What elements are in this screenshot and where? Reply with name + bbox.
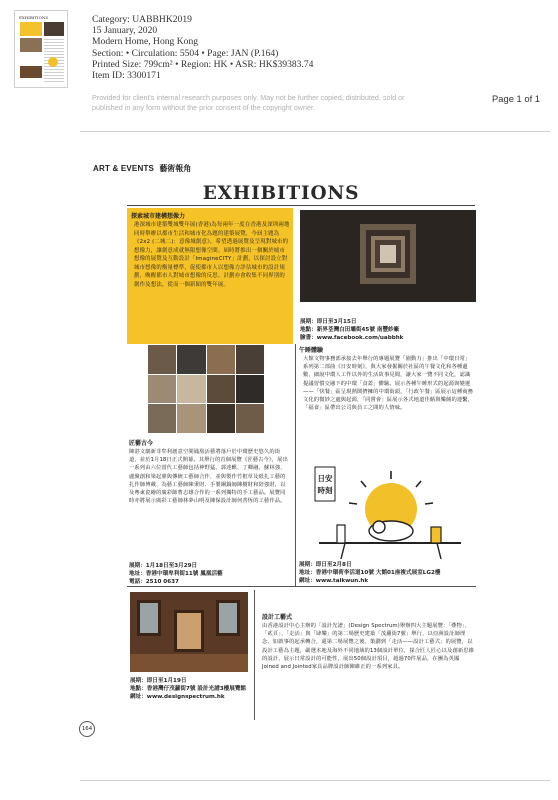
- section-label-en: ART & EVENTS: [93, 164, 155, 173]
- doorway: [174, 610, 204, 652]
- featured-info-facebook: 臉書：www.facebook.com/uabbhk: [300, 335, 404, 341]
- column-divider: [295, 344, 296, 586]
- nap-body: 大館文物事務部承接去年舉行的專題展覽「園動力」推出「中環日常」系列第二部曲《日安時刻》，與大家發掘關於社區的午餐文化和各種邊數，細說中環人工作以外的生活故事見聞，讓大家一覽不同文化，認識提議習慣交融下的中環「食蓋」體驗。展示各種午睡形式的起源與變遷——「快餐」區呈現熱鬧擠擁的中環街頭，「行政午餐」區展示這種商務文化的微妙之處與起源，「同嘗會」區展示各式地道佳餚與樂餚的連繫，「福食」區帶出公司與員工之間的人情味。: [303, 356, 474, 412]
- crafts-info-dates: 展期：1月18日至3月29日: [129, 563, 198, 569]
- meta-date: 15 January, 2020: [92, 25, 158, 37]
- article-title: EXHIBITIONS: [202, 183, 360, 204]
- thumbnail-title: EXHIBITIONS: [19, 15, 49, 20]
- window-left: [137, 600, 161, 636]
- crafts-body: 陳湛文劇新非牟利創意空間鳳凰活藝將落戶於中環歷史悠久的街道，並於1月18日正式開幕。其舉行的首個展覽《匠藝古今》，展出一系列由六位當代工藝師包括神野猛、郭達麒、丁卿融、蘇林強、盧聚創和梁起鼎與傳統工藝師合作，並與製作竹框草及紙扎工藝的扎作師傅戴、為藝工藝師陳秉財、手製鋼鍋師陳樹財和陪強財，以及粵東瓷繪的廣彩師曹志雄合作的一系列獨特的手工藝品。展覽同時亦將展示廣彩工藝師林夢山明及陳保設計師何善恆的工藝作品。: [129, 449, 288, 505]
- design-info-website: 網址：www.designspectrum.hk: [130, 694, 225, 700]
- row-divider: [127, 586, 476, 587]
- illus-title-line-2: 時刻: [317, 486, 333, 495]
- thumbnail-yellow-block: [20, 22, 42, 36]
- thumbnail-photo-block: [44, 22, 64, 36]
- crafts-heading: 匠藝古今: [129, 440, 154, 447]
- nap-info-address: 地址：香港中環荷李活道10號 大館01座複式展室LG2樓: [299, 570, 441, 576]
- featured-info-dates: 展期：即日至3月15日: [300, 319, 357, 325]
- title-rule: [127, 205, 475, 206]
- section-label-zh: 藝術報角: [159, 164, 192, 173]
- design-body: 由香港設計中心主辦的「設計光譜」(Design Spectrum)舉辦四大主題展覽：「叠物」、「貳頁」、「走活」與「肆樂」的第二場歷史建築「茂蘿街7號」舉行，以亞洲設計師理念，如啟事的起承轉合，還第二場展覽之後，策劃到「走活——設計工藝式」的展覽，以設計工藝為主題，嚴選本地及海外不同地域的13個設計單位，探合匠人匠心以及創新思維的設計，展示日常設計的可能性，展出50個設計項目，超過70件展品，在團為英國Joined and Jointed家具品牌設計師陳維正的一系列家具。: [262, 623, 475, 671]
- featured-body: 港深城市建築雙城雙年展(香港)為每兩年一度在香港及深圳兩地同時舉辦以都市生活和城市化為題的建築展覽，今屆主題為《2x2 (二城二)：意像城創意》，希望透過展覽及呈現對城市的想像力，讓創意成就無限想像空間。屆時將推出一個關於城市想像的展覽及互動設計「ImagineCITY」計劃，以探討設立對城市想像的衡量標準，促使都市人以想像力評估城市的設計規劃，喚醒都市人對城市想像的反思。計劃亦會收集不同界別的創作及想法，從而一個新穎的雙年展。: [134, 222, 290, 288]
- clipping-metadata: [92, 14, 313, 81]
- meta-section-line: Section: • Circulation: 5504 • Page: JAN (P.164): [92, 47, 279, 59]
- napping-figure-illustration: [305, 465, 471, 561]
- title-tag: [315, 467, 335, 501]
- meta-item-id: Item ID: 3300171: [92, 70, 161, 82]
- meta-publication: Modern Home, Hong Kong: [92, 36, 199, 48]
- design-info-dates: 展期：即日至1月19日: [130, 678, 187, 684]
- installation-photo: [300, 210, 476, 302]
- crafts-info: [129, 562, 223, 586]
- page-counter: Page 1 of 1: [492, 93, 540, 104]
- figure-head: [373, 521, 385, 533]
- floor: [130, 654, 248, 672]
- crafts-info-address: 地址：香港中環卑利街11號 鳳凰活藝: [129, 571, 223, 577]
- nap-info-website: 網址：www.taikwun.hk: [299, 578, 369, 584]
- nap-heading: 午睡體驗: [299, 347, 324, 354]
- thumbnail-image-block: [20, 38, 42, 52]
- copyright-disclaimer: Provided for client's internal research purposes only. May not be further copied, distributed, sold or published in any form without the prior consent of the copyright owner.: [92, 93, 405, 112]
- cup-shape: [337, 525, 345, 543]
- section-label: [93, 163, 191, 174]
- magazine-page-number: 164: [79, 721, 95, 737]
- featured-heading: 探索城市建構想像力: [131, 213, 186, 220]
- window-right: [216, 600, 240, 636]
- footer-divider: [80, 780, 550, 781]
- nap-info-dates: 展期：即日至2月8日: [299, 562, 352, 568]
- illus-title-line-1: 日安: [317, 474, 333, 483]
- frame-inner: [380, 245, 396, 263]
- thumbnail-image-block-2: [20, 66, 42, 78]
- heritage-building-photo: [130, 592, 248, 672]
- lunchbox-shape: [431, 527, 441, 543]
- header-divider: [80, 131, 550, 132]
- featured-info-venue: 地點：新界荃灣白田壩街45號 南豐紗廠: [300, 327, 400, 333]
- meta-printed-size: Printed Size: 799cm² • Region: HK • ASR: HK$39383.74: [92, 58, 314, 70]
- design-info: [130, 677, 246, 701]
- crafts-info-phone: 電話：2510 0637: [129, 579, 179, 585]
- page-thumbnail[interactable]: [14, 10, 68, 88]
- design-heading: 設計工藝式: [262, 614, 293, 621]
- nap-info: [299, 561, 440, 585]
- featured-exhibition-box: [127, 208, 293, 344]
- crafts-photo-grid: [148, 345, 264, 433]
- thumbnail-illustration-block: [48, 57, 58, 67]
- column-divider-bottom: [254, 590, 255, 720]
- design-info-venue: 地點：香港灣仔茂蘿街7號 設計光譜3樓展覽館: [130, 686, 247, 692]
- featured-info: [300, 318, 403, 342]
- meta-category: Category: UABBHK2019: [92, 14, 192, 25]
